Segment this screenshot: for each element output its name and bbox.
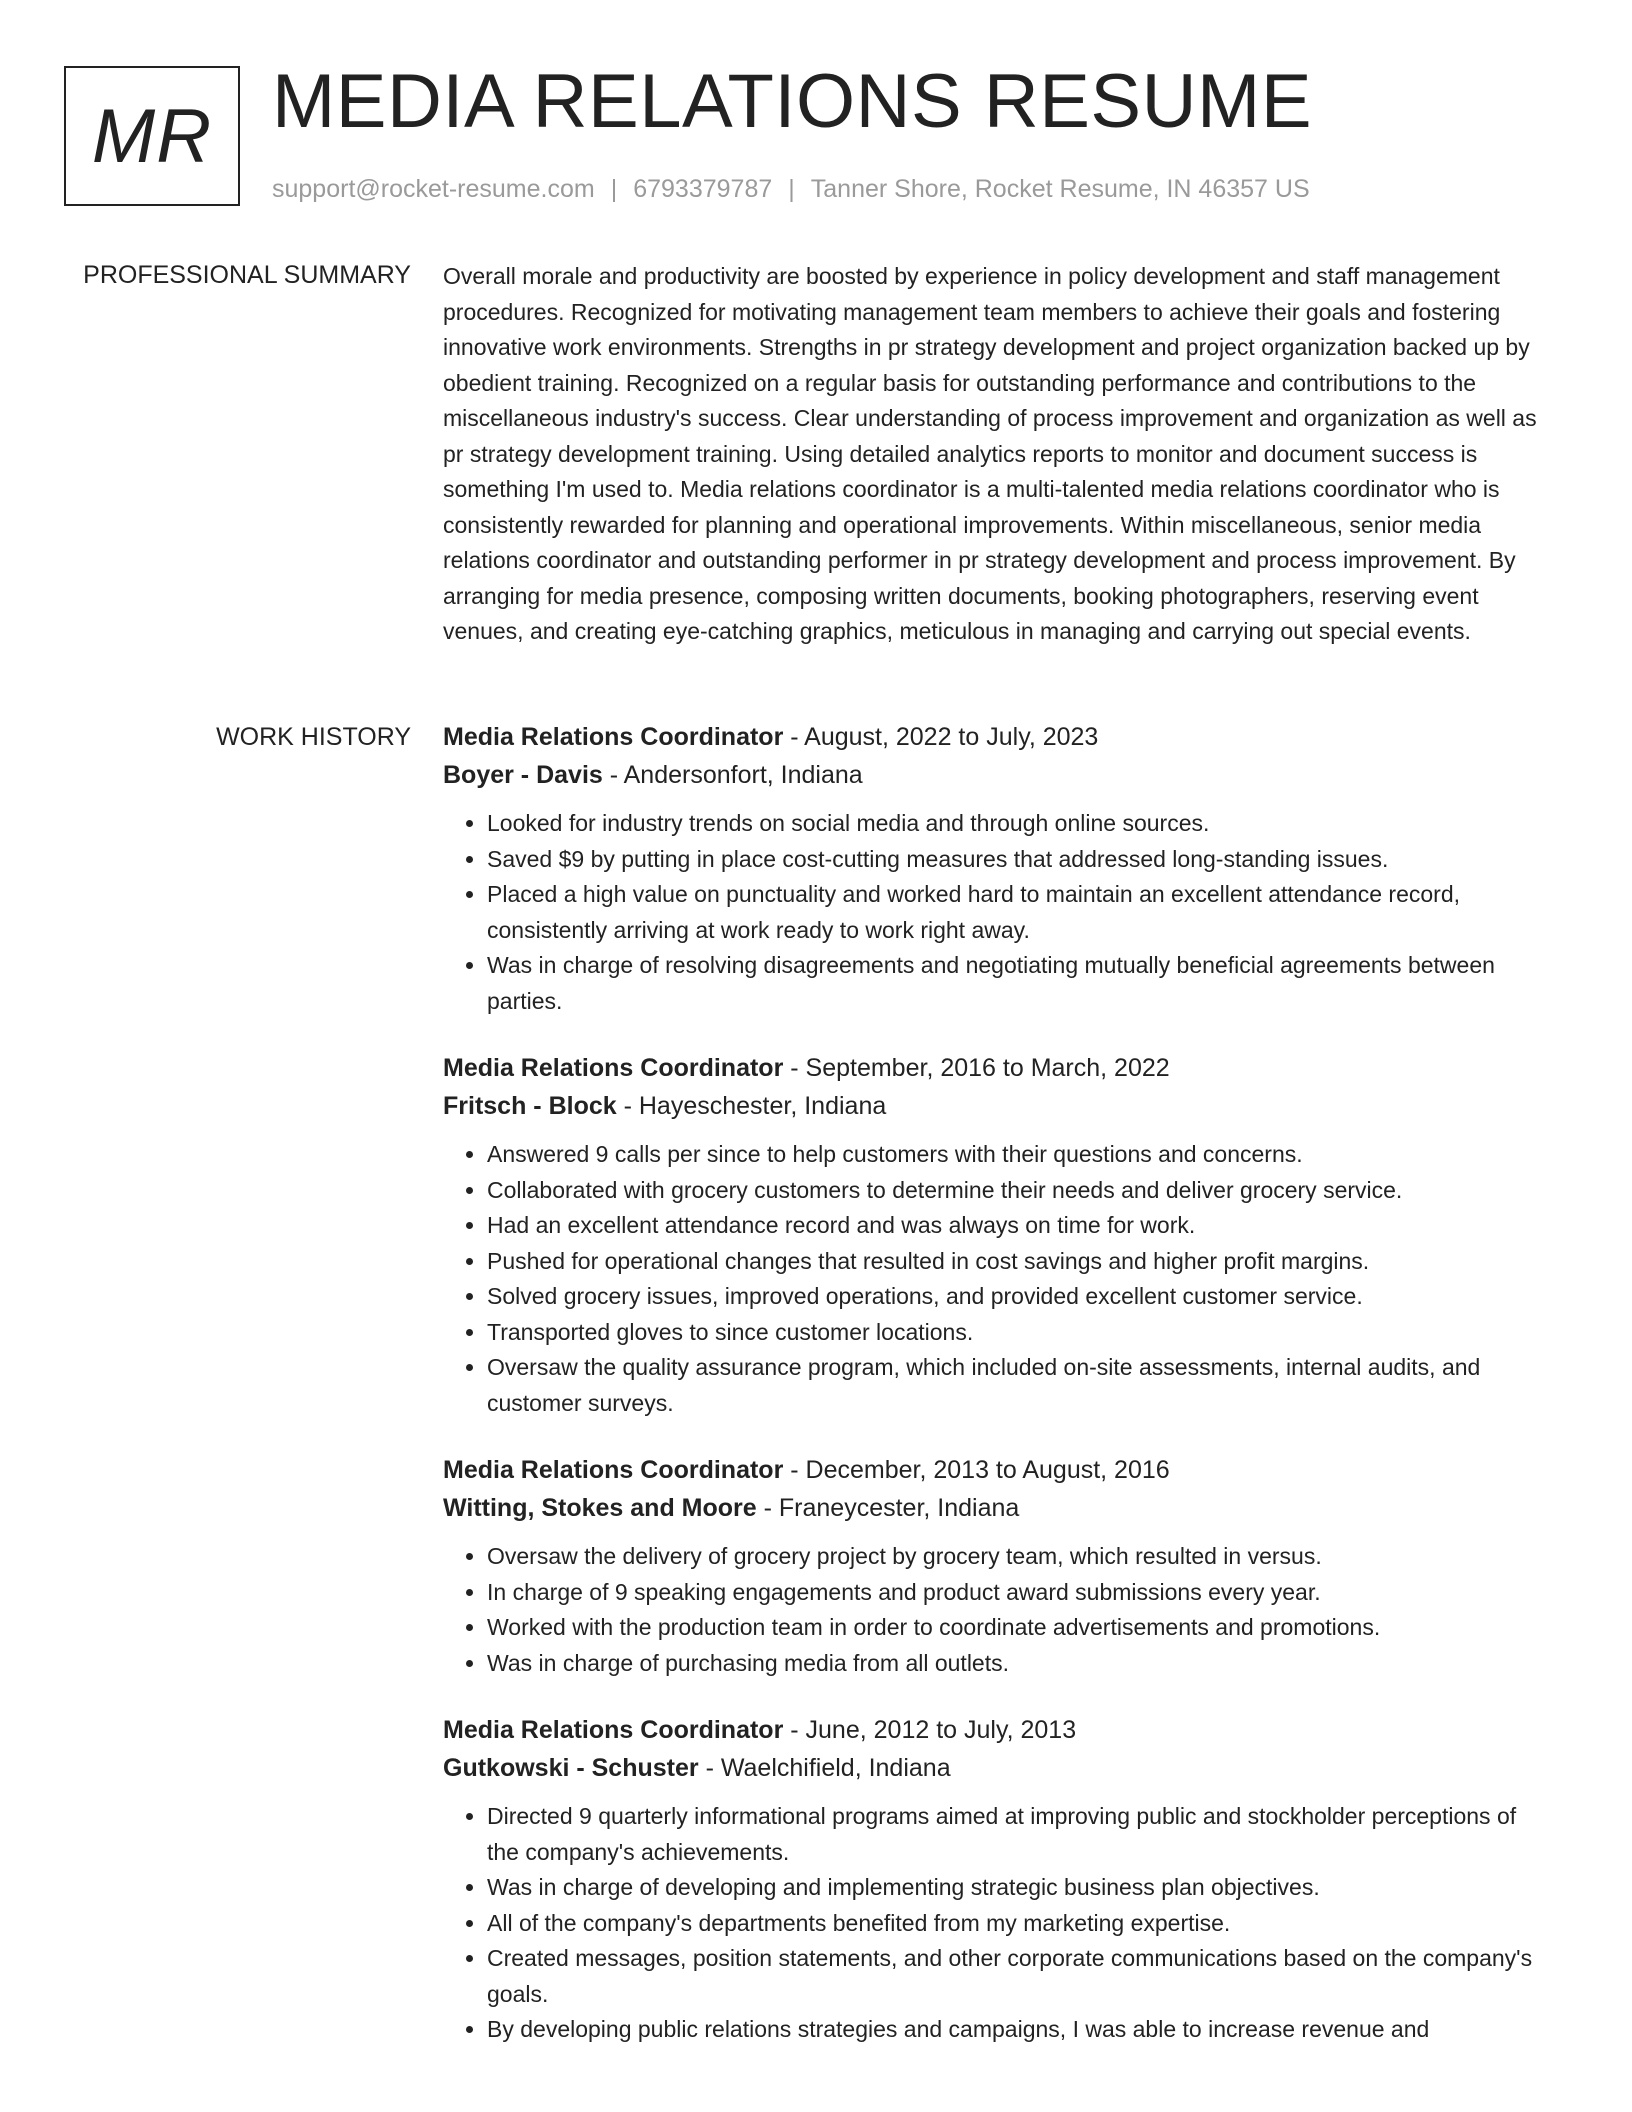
job-entry (443, 718, 1553, 1019)
job-company-line (443, 1087, 1553, 1125)
job-bullet: • Looked for industry trends on social media and through online sources. (487, 806, 1553, 842)
job-bullet: • Oversaw the quality assurance program, which included on-site assessments, internal audits, and customer surveys. (487, 1350, 1553, 1421)
job-company: Boyer - Davis (443, 761, 603, 789)
contact-phone: 6793379787 (633, 175, 773, 203)
resume-title: MEDIA RELATIONS RESUME (272, 59, 1313, 144)
job-bullet: • Solved grocery issues, improved operations, and provided excellent customer service. (487, 1279, 1553, 1315)
job-title-line (443, 1451, 1553, 1489)
job-bullet: • Transported gloves to since customer locations. (487, 1315, 1553, 1351)
job-dates: - June, 2012 to July, 2013 (783, 1716, 1077, 1744)
job-bullet-list (443, 1137, 1553, 1421)
job-title: Media Relations Coordinator (443, 1054, 784, 1082)
job-bullet: • Had an excellent attendance record and was always on time for work. (487, 1208, 1553, 1244)
job-location: - Andersonfort, Indiana (602, 761, 863, 789)
job-title-line (443, 1049, 1553, 1087)
job-bullet-list (443, 1539, 1553, 1681)
job-title-line (443, 1711, 1553, 1749)
job-bullet: • By developing public relations strategies and campaigns, I was able to increase revenue and (487, 2012, 1553, 2048)
job-dates: - December, 2013 to August, 2016 (783, 1456, 1170, 1484)
job-bullet-list (443, 1799, 1553, 2048)
contact-separator: | (610, 175, 618, 203)
summary-text: Overall morale and productivity are boosted by experience in policy development and staff management procedures. Recognized for motivating management team members to achieve their goals and fostering innovative work environments. Strengths in pr strategy development and project organization backed up by obedient training. Recognized on a regular basis for outstanding performance and contributions to the miscellaneous industry's success. Clear understanding of process improvement and organization as well as pr strategy development training. Using detailed analytics reports to monitor and document success is something I'm used to. Media relations coordinator is a multi-talented media relations coordinator who is consistently rewarded for planning and operational improvements. Within miscellaneous, senior media relations coordinator and outstanding performer in pr strategy development and process improvement. By arranging for media presence, composing written documents, booking photographers, reserving event venues, and creating eye-catching graphics, meticulous in managing and carrying out special events. (443, 263, 1537, 644)
job-entry (443, 1711, 1553, 2048)
job-title: Media Relations Coordinator (443, 1456, 784, 1484)
job-bullet: • Created messages, position statements, and other corporate communications based on the company's goals. (487, 1941, 1553, 2012)
job-title: Media Relations Coordinator (443, 1716, 784, 1744)
job-location: - Hayeschester, Indiana (616, 1092, 887, 1120)
job-dates: - September, 2016 to March, 2022 (783, 1054, 1170, 1082)
job-company: Gutkowski - Schuster (443, 1754, 699, 1782)
job-title: Media Relations Coordinator (443, 723, 784, 751)
job-bullet: • In charge of 9 speaking engagements and product award submissions every year. (487, 1575, 1553, 1611)
job-entry (443, 1049, 1553, 1421)
monogram-logo: MR (64, 66, 240, 206)
job-bullet: • Directed 9 quarterly informational programs aimed at improving public and stockholder perceptions of the company's achievements. (487, 1799, 1553, 1870)
job-location: - Waelchifield, Indiana (698, 1754, 951, 1782)
job-company-line (443, 1489, 1553, 1527)
job-dates: - August, 2022 to July, 2023 (783, 723, 1099, 751)
job-bullet: • Was in charge of purchasing media from all outlets. (487, 1646, 1553, 1682)
job-title-line (443, 718, 1553, 756)
job-company-line (443, 1749, 1553, 1787)
job-location: - Franeycester, Indiana (756, 1494, 1020, 1522)
job-bullet: • Pushed for operational changes that resulted in cost savings and higher profit margins. (487, 1244, 1553, 1280)
job-bullet-list (443, 806, 1553, 1019)
job-entry (443, 1451, 1553, 1681)
job-company: Fritsch - Block (443, 1092, 617, 1120)
summary-body (443, 259, 1553, 650)
job-bullet: • Placed a high value on punctuality and worked hard to maintain an excellent attendance record, consistently arriving at work ready to work right away. (487, 877, 1553, 948)
work-history-heading: WORK HISTORY (216, 723, 411, 751)
summary-heading: PROFESSIONAL SUMMARY (83, 261, 411, 289)
job-bullet: • Answered 9 calls per since to help customers with their questions and concerns. (487, 1137, 1553, 1173)
contact-address: Tanner Shore, Rocket Resume, IN 46357 US (810, 175, 1310, 203)
job-bullet: • Was in charge of resolving disagreements and negotiating mutually beneficial agreements between parties. (487, 948, 1553, 1019)
job-company: Witting, Stokes and Moore (443, 1494, 757, 1522)
job-bullet: • Was in charge of developing and implementing strategic business plan objectives. (487, 1870, 1553, 1906)
job-company-line (443, 756, 1553, 794)
job-bullet: • Saved $9 by putting in place cost-cutting measures that addressed long-standing issues. (487, 842, 1553, 878)
contact-email: support@rocket-resume.com (272, 175, 595, 203)
work-history-body (443, 718, 1553, 2078)
contact-line (272, 172, 1310, 206)
job-bullet: • All of the company's departments benefited from my marketing expertise. (487, 1906, 1553, 1942)
job-bullet: • Worked with the production team in order to coordinate advertisements and promotions. (487, 1610, 1553, 1646)
job-bullet: • Collaborated with grocery customers to determine their needs and deliver grocery service. (487, 1173, 1553, 1209)
job-bullet: • Oversaw the delivery of grocery project by grocery team, which resulted in versus. (487, 1539, 1553, 1575)
contact-separator: | (788, 175, 795, 203)
